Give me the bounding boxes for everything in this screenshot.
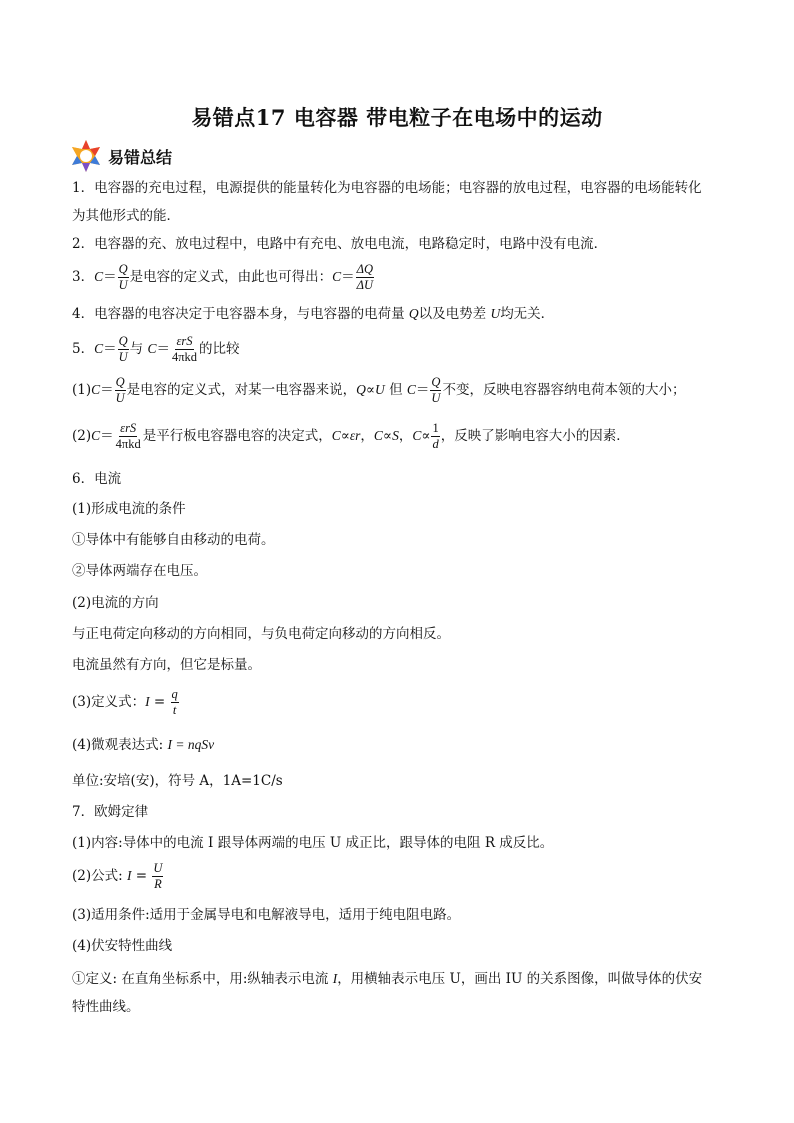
fraction: $\frac{1}{d}$ [432, 421, 439, 452]
formula-line: (3)定义式：I = $\frac{q}{t}$ [72, 687, 178, 718]
fraction: $\frac{\text{εrS}}{\text{4πkd}}$ [171, 334, 198, 365]
section-header [68, 138, 172, 174]
fraction: $\frac{Q}{U}$ [118, 334, 128, 365]
text-line: (1)形成电流的条件 [72, 501, 186, 517]
text-line: 电流虽然有方向，但它是标量。 [72, 657, 261, 673]
section-label: 易错总结 [108, 147, 173, 167]
text-line: 4．电容器的电容决定于电容器本身，与电容器的电荷量 Q以及电势差 U均无关． [72, 306, 555, 322]
fraction: $\frac{Q}{U}$ [431, 375, 441, 406]
formula-line [72, 263, 375, 292]
text-line: ①定义: 在直角坐标系中，用:纵轴表示电流 I，用横轴表示电压 U，画出 IU 的关系图像，叫做导体的伏安 [72, 971, 703, 987]
text-line: (2)电流的方向 [72, 595, 159, 611]
equals: ＝ [103, 269, 117, 286]
formula-line: 5．C＝ $\frac{Q}{U}$ 与 C＝ $\frac{\text{εrS}}{\text{4πkd}}$ 的比较 [72, 334, 240, 365]
text-line: (1)内容:导体中的电流 I 跟导体两端的电压 U 成正比，跟导体的电阻 R 成反比。 [72, 835, 554, 851]
fraction: $\frac{Q}{U}$ [115, 375, 125, 406]
formula-line: (2)公式: I = $\frac{U}{R}$ [72, 861, 163, 892]
page-title: 易错点17 电容器 带电粒子在电场中的运动 [191, 105, 603, 130]
equals: ＝ [341, 269, 355, 286]
fraction: $\frac{\text{εrS}}{\text{4πkd}}$ [115, 421, 141, 452]
text-line: 1．电容器的充电过程，电源提供的能量转化为电容器的电场能；电容器的放电过程，电容器的电场能转化 [72, 180, 702, 196]
formula-line: (2)C＝ $\frac{\text{εrS}}{\text{4πkd}}$ 是平行板电容器电容的决定式，C∝εr，C∝S，C∝ $\frac{1}{d}$ ，反映了影响电容大小的因素． [72, 421, 630, 452]
text-line: 与正电荷定向移动的方向相同，与负电荷定向移动的方向相反。 [72, 626, 450, 642]
formula-line: (4)微观表达式: I = nqSv [72, 737, 215, 753]
text-line: (4)伏安特性曲线 [72, 938, 173, 954]
symbol: U [490, 306, 501, 321]
fraction: $\frac{U}{R}$ [153, 861, 163, 892]
text-line: 6．电流 [72, 471, 122, 487]
text-line: 特性曲线。 [72, 999, 140, 1015]
symbol: Q [408, 306, 419, 321]
fraction: $\frac{q}{t}$ [171, 687, 178, 718]
fraction: $\frac{Q}{U}$ [118, 262, 128, 293]
text-line: (3)适用条件:适用于金属导电和电解液导电，适用于纯电阻电路。 [72, 907, 461, 923]
text-line: 单位:安培(安)，符号 A，1A=1C/s [72, 773, 283, 789]
item-number: 3． [72, 269, 95, 286]
symbol: C [332, 269, 342, 285]
text-line: ②导体两端存在电压。 [72, 563, 207, 579]
text-line: 2．电容器的充、放电过程中，电路中有充电、放电电流，电路稳定时，电路中没有电流． [72, 236, 608, 252]
star-badge-icon [68, 138, 104, 174]
text-line: ①导体中有能够自由移动的电荷。 [72, 532, 275, 548]
formula-line: (1)C＝ $\frac{Q}{U}$ 是电容的定义式，对某一电容器来说，Q∝U 但 C＝ $\frac{Q}{U}$ 不变，反映电容器容纳电荷本领的大小； [72, 375, 686, 406]
item-number: 5． [72, 341, 95, 358]
text-line: 为其他形式的能． [72, 208, 180, 224]
symbol: C [94, 269, 104, 285]
text-line: 7．欧姆定律 [72, 804, 149, 820]
fraction: $\frac{\Delta Q}{\Delta U}$ [356, 262, 374, 293]
text: 是电容的定义式，由此也可得出： [129, 269, 333, 286]
